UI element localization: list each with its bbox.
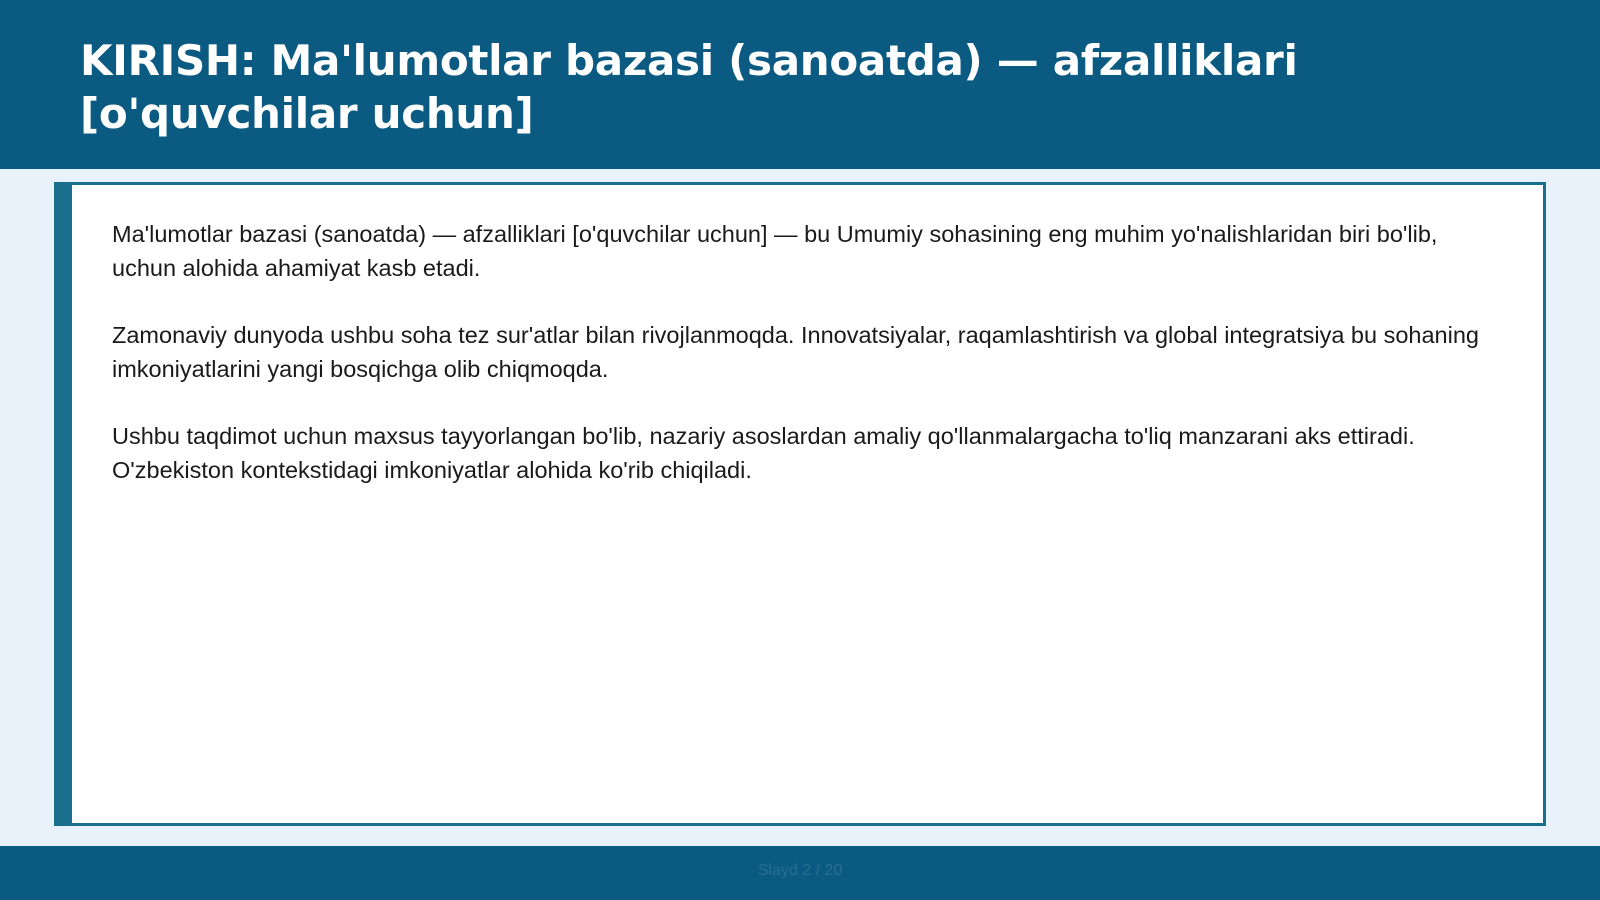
content-box: [54, 182, 1546, 826]
slide-title: KIRISH: Ma'lumotlar bazasi (sanoatda) — afzalliklari [o'quvchilar uchun]: [80, 36, 1298, 138]
intro-paragraph: Ma'lumotlar bazasi (sanoatda) — afzalliklari [o'quvchilar uchun] — bu Umumiy sohasining eng muhim yo'nalishlaridan biri bo'lib, uchun alohida ahamiyat kasb etadi.: [112, 221, 1438, 281]
slide-number: Slayd 2 / 20: [757, 862, 843, 879]
title-bar: [0, 0, 1600, 169]
footer-bar: [0, 846, 1600, 900]
presentation-paragraph: Ushbu taqdimot uchun maxsus tayyorlangan bo'lib, nazariy asoslardan amaliy qo'llanmalargacha to'liq manzarani aks ettiradi. O'zbekiston kontekstidagi imkoniyatlar alohida ko'rib chiqiladi.: [112, 423, 1415, 483]
development-paragraph: Zamonaviy dunyoda ushbu soha tez sur'atlar bilan rivojlanmoqda. Innovatsiyalar, raqamlashtirish va global integratsiya bu sohaning imkoniyatlarini yangi bosqichga olib chiqmoqda.: [112, 322, 1479, 382]
